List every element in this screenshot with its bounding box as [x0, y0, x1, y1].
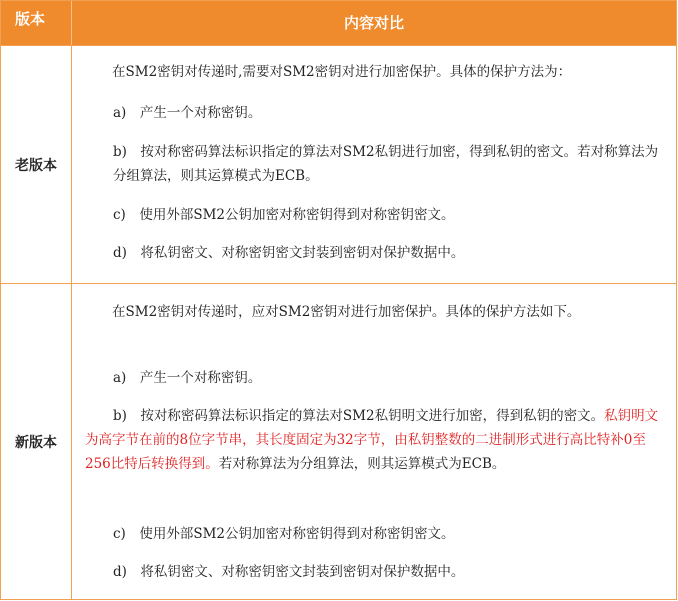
new-item-c: c) 使用外部SM2公钥加密对称密钥得到对称密钥密文。 — [113, 526, 455, 542]
header-content: 内容对比 — [343, 14, 404, 32]
new-item-b-red: 私钥明文为高字节在前的8位字节串，其长度固定为32字节，由私钥整数的二进制形式进行高比特补0至256比特后转换得到。 — [85, 408, 659, 472]
new-version-label: 新版本 — [1, 284, 72, 599]
table-header — [1, 1, 676, 45]
old-version-row — [1, 45, 676, 283]
old-version-label: 老版本 — [1, 46, 72, 283]
new-item-a: a) 产生一个对称密钥。 — [113, 370, 262, 386]
header-version: 版本 — [1, 1, 72, 45]
old-intro: 在SM2密钥对传递时,需要对SM2密钥对进行加密保护。具体的保护方法为： — [112, 64, 572, 80]
new-intro: 在SM2密钥对传递时，应对SM2密钥对进行加密保护。具体的保护方法如下。 — [112, 304, 581, 320]
old-item-b — [85, 140, 671, 188]
new-item-d: d) 将私钥密文、对称密钥密文封装到密钥对保护数据中。 — [113, 564, 465, 580]
old-item-a: a) 产生一个对称密钥。 — [113, 105, 262, 121]
old-item-d: d) 将私钥密文、对称密钥密文封装到密钥对保护数据中。 — [113, 245, 465, 261]
old-item-c: c) 使用外部SM2公钥加密对称密钥得到对称密钥密文。 — [113, 207, 455, 223]
new-item-b-pre: b) 按对称密码算法标识指定的算法对SM2私钥明文进行加密，得到私钥的密文。 — [113, 408, 605, 424]
new-item-b-post: 若对称算法为分组算法，则其运算模式为ECB。 — [218, 456, 506, 472]
old-item-b-text: b) 按对称密码算法标识指定的算法对SM2私钥进行加密，得到私钥的密文。若对称算法为分组算法，则其运算模式为ECB。 — [113, 144, 659, 184]
new-version-row — [1, 283, 676, 599]
new-item-b — [85, 404, 671, 476]
